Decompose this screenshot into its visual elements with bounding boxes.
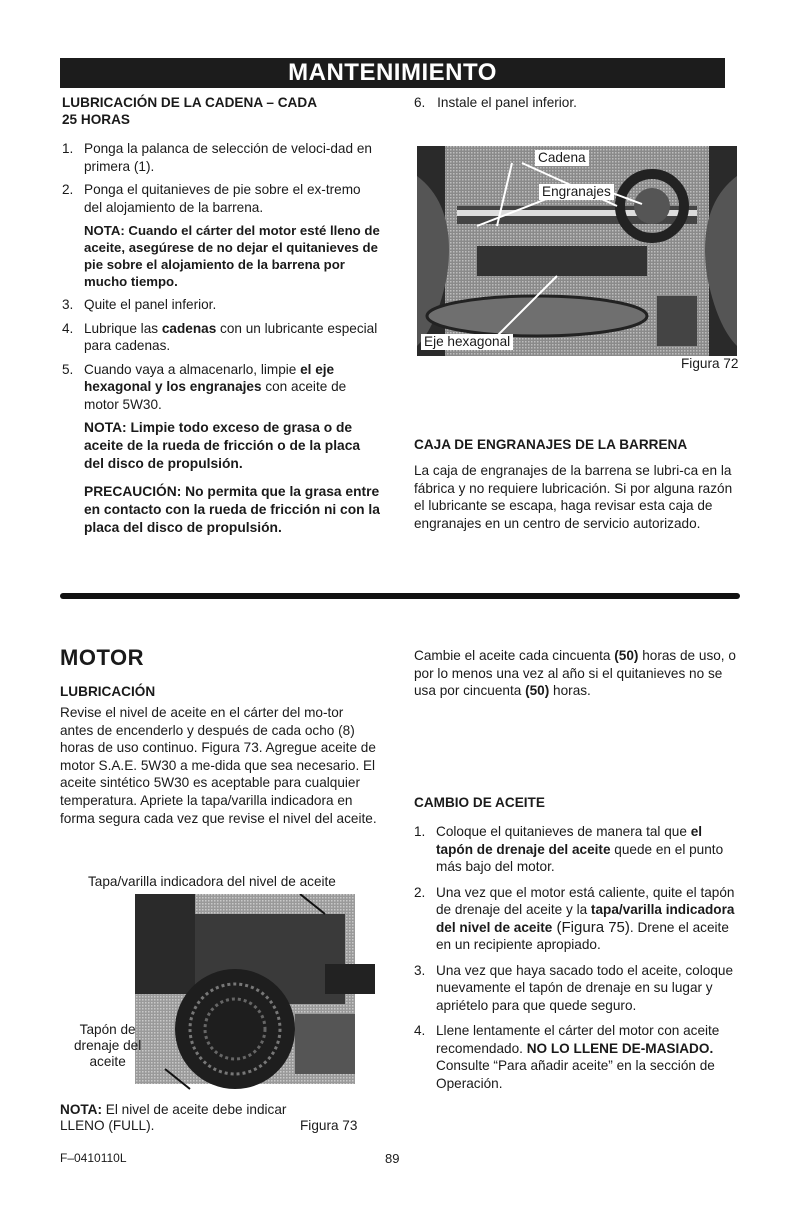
page-number: 89 (385, 1151, 400, 1166)
step-bold-text: cadenas (161, 320, 217, 336)
step-text: quede en el punto más bajo del motor. (436, 841, 724, 874)
figure-73-note (60, 1102, 286, 1118)
figure-73-note-line-2: LLENO (FULL). (60, 1118, 155, 1133)
step-text: . Drene el aceite en un recipiente apropiado. (436, 919, 729, 952)
label-cadena: Cadena (535, 150, 589, 166)
label-drain-plug (74, 1022, 141, 1070)
list-item (414, 962, 740, 1015)
step-text: Quite el panel inferior. (84, 297, 217, 312)
step-text: Cuando vaya a almacenarlo, limpie (84, 361, 301, 377)
chain-steps-list (62, 140, 380, 216)
list-item (414, 884, 740, 954)
figure-73-caption: Figura 73 (300, 1118, 358, 1133)
label-drain-line-2: drenaje del (74, 1038, 142, 1053)
label-dipstick: Tapa/varilla indicadora del nivel de aceite (88, 874, 336, 889)
label-eje-hexagonal: Eje hexagonal (421, 334, 513, 350)
gearbox-section (414, 436, 739, 532)
document-code: F–0410110L (60, 1151, 127, 1165)
heading-line-2: 25 HORAS (62, 112, 130, 127)
oil-change-heading: CAMBIO DE ACEITE (414, 795, 545, 810)
figure-72 (417, 146, 737, 370)
figure-73 (60, 874, 380, 1174)
list-item (62, 320, 380, 355)
step-text: Coloque el quitanieves de manera tal que (436, 824, 691, 839)
step-text: Llene lentamente el cárter del motor con aceite recomendado. (436, 1023, 720, 1056)
step-number: 6. (414, 95, 426, 110)
interval-text: horas de uso, o por lo menos una vez al año si el quitanieves no se usa por cincuenta (414, 648, 736, 699)
motor-title: MOTOR (60, 645, 144, 670)
step-number: 2. (62, 182, 74, 197)
oil-change-interval (414, 647, 739, 700)
list-item (62, 140, 380, 175)
step-bold-text: el eje hexagonal y los engranajes (84, 361, 335, 394)
list-item (62, 296, 380, 314)
step-number: 5. (62, 361, 74, 377)
caution-grease: PRECAUCIÓN: No permita que la grasa entre en contacto con la rueda de fricción ni con la placa del disco de propulsión. (84, 484, 380, 535)
interval-bold: (50) (614, 648, 639, 663)
step-text: Ponga la palanca de selección de veloci-dad en primera (1). (84, 141, 372, 174)
note-text: El nivel de aceite debe indicar (102, 1102, 287, 1117)
step-text: Una vez que el motor está caliente, quite el tapón de drenaje del aceite y la (436, 884, 735, 917)
interval-bold: (50) (525, 683, 550, 699)
chain-steps-list-2 (62, 296, 380, 413)
engine-photo (115, 894, 375, 1094)
step-bold-text: tapa/varilla indicadora del nivel de aceite (436, 902, 735, 935)
step-number: 4. (414, 1023, 426, 1038)
label-drain-line-1: Tapón de (79, 1022, 136, 1037)
interval-text: horas. (549, 683, 591, 699)
step-text: Consulte “Para añadir aceite” en la sección de Operación. (436, 1058, 715, 1091)
note-oil-full: NOTA: Cuando el cárter del motor esté lleno de aceite, asegúrese de no dejar el quitanieves de pie sobre el alojamiento de la barrena por mucho tiempo. (84, 223, 380, 289)
step-text: Lubrique las (84, 320, 162, 336)
step-number: 1. (62, 141, 74, 156)
list-item (414, 94, 577, 112)
motor-lubrication-heading: LUBRICACIÓN (60, 684, 156, 699)
gearbox-heading: CAJA DE ENGRANAJES DE LA BARRENA (414, 437, 688, 452)
oil-change-steps (414, 823, 740, 1092)
interval-text: Cambie el aceite cada cincuenta (414, 648, 615, 663)
step-number: 2. (414, 884, 426, 900)
figure-reference: (Figura 75) (552, 918, 630, 936)
figure-72-caption: Figura 72 (681, 356, 739, 371)
list-item (414, 1022, 740, 1092)
step-text: con un lubricante especial para cadenas. (84, 320, 378, 353)
list-item (414, 823, 740, 876)
section-banner: MANTENIMIENTO (60, 58, 725, 88)
list-item (62, 361, 380, 414)
step-number: 1. (414, 824, 426, 839)
section-divider (60, 593, 740, 599)
chain-lubrication-section (62, 94, 380, 537)
oil-change-section (414, 794, 740, 1098)
step-number: 3. (62, 297, 74, 312)
step-text: Una vez que haya sacado todo el aceite, coloque nuevamente el tapón de drenaje en su lugar y apriételo para que quede seguro. (436, 962, 734, 1013)
list-item (62, 181, 380, 216)
step-text: Instale el panel inferior. (437, 95, 577, 110)
step-bold-text: el tapón de drenaje del aceite (436, 824, 703, 857)
step-number: 3. (414, 962, 426, 978)
step-bold-text: NO LO LLENE DE-MASIADO. (526, 1040, 714, 1056)
chain-lubrication-heading (62, 94, 380, 128)
heading-line-1: LUBRICACIÓN DE LA CADENA – CADA (62, 95, 318, 110)
gearbox-text: La caja de engranajes de la barrena se lubri-ca en la fábrica y no requiere lubricación. Si por alguna razón el lubricante se escapa, haga revisar esta caja de engranajes en un centro de servicio autorizado. (414, 463, 733, 531)
label-drain-line-3: aceite (89, 1054, 126, 1069)
step-number: 4. (62, 320, 74, 336)
label-engranajes: Engranajes (539, 184, 614, 200)
note-label: NOTA: (60, 1102, 103, 1117)
motor-lubrication-text: Revise el nivel de aceite en el cárter del mo-tor antes de encenderlo y después de cada ocho (8) horas de uso continuo. Figura 73. Agregue aceite de motor S.A.E. 5W30 a me-dida que sea necesario. El aceite sintético 5W30 es aceptable para cualquier temperatura. Apriete la tapa/varilla indicadora en forma segura cada vez que revise el nivel del aceite. (60, 705, 377, 826)
step-text: con aceite de motor 5W30. (84, 379, 347, 412)
step-text: Ponga el quitanieves de pie sobre el ex-tremo del alojamiento de la barrena. (84, 182, 361, 215)
note-clean-grease: NOTA: Limpie todo exceso de grasa o de aceite de la rueda de fricción o de la placa del disco de propulsión. (84, 420, 361, 471)
